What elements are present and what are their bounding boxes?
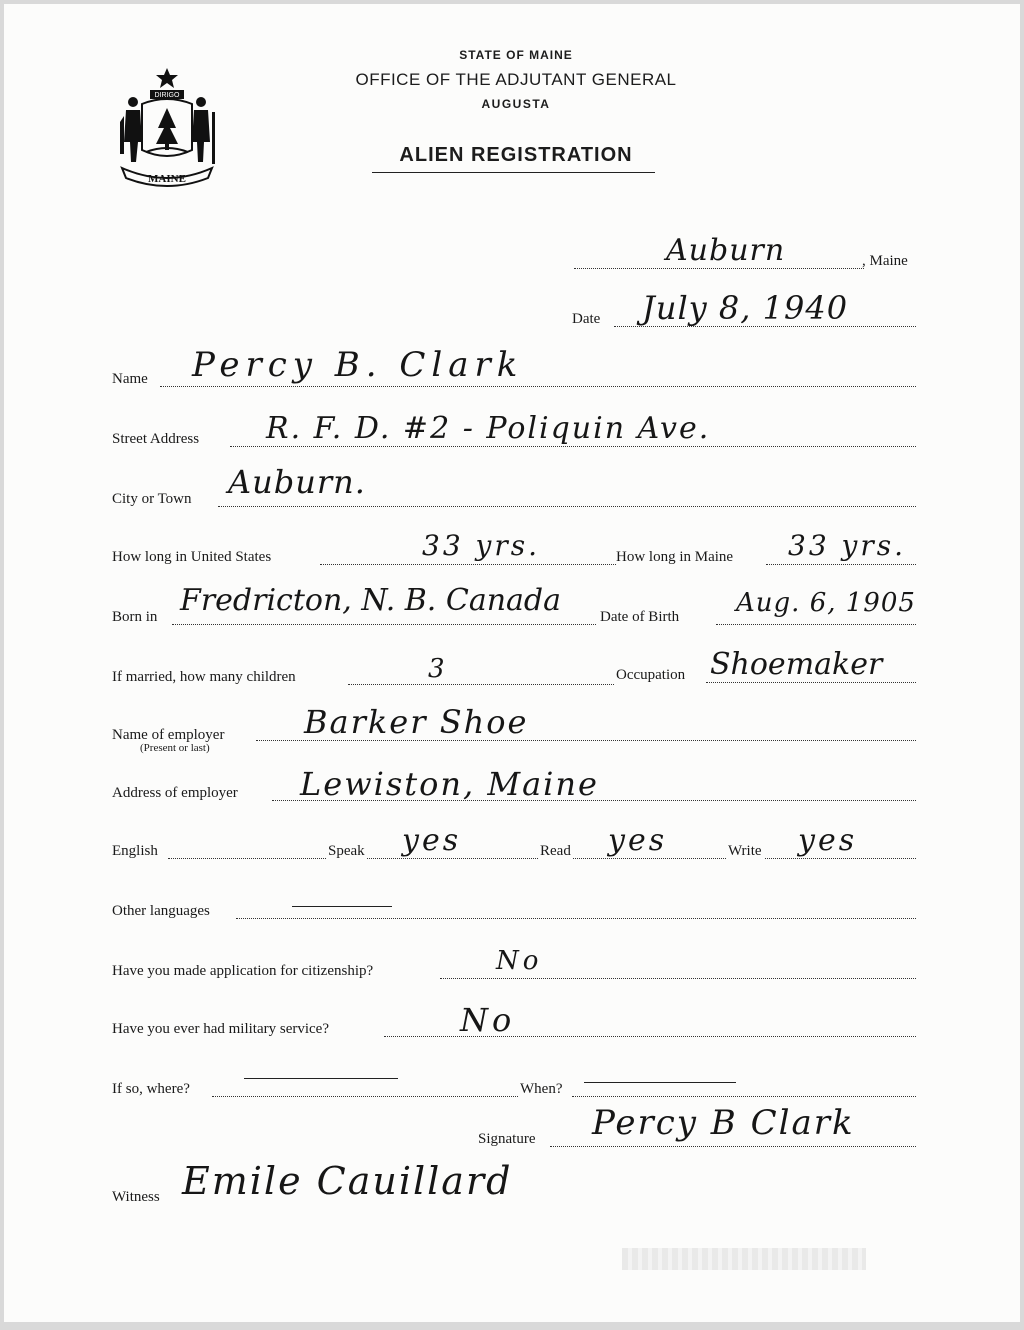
signature-label: Signature — [478, 1131, 536, 1147]
military-label: Have you ever had military service? — [112, 1021, 329, 1037]
location-value: Auburn — [666, 233, 786, 268]
title-underline — [372, 172, 655, 173]
other-languages-dash — [292, 906, 392, 907]
header-city: AUGUSTA — [481, 97, 551, 111]
citizenship-line — [440, 978, 916, 979]
born-value: Fredricton, N. B. Canada — [180, 583, 562, 618]
city-line — [218, 506, 916, 507]
signature-line — [550, 1146, 916, 1147]
maine-years-label: How long in Maine — [616, 549, 734, 565]
header-office: OFFICE OF THE ADJUTANT GENERAL — [355, 70, 677, 89]
children-value: 3 — [428, 654, 446, 684]
witness-label: Witness — [112, 1189, 160, 1205]
street-value: R. F. D. #2 - Poliquin Ave. — [266, 411, 711, 446]
dob-label: Date of Birth — [600, 609, 680, 625]
employer-label: Name of employer — [112, 727, 225, 743]
occupation-line — [706, 682, 916, 683]
employer-address-label: Address of employer — [112, 785, 238, 801]
received-stamp — [622, 1248, 866, 1270]
form-title: ALIEN REGISTRATION — [399, 144, 633, 166]
where-label: If so, where? — [112, 1081, 190, 1097]
speak-label: Speak — [328, 843, 365, 859]
street-label: Street Address — [112, 431, 200, 447]
read-label: Read — [540, 843, 571, 859]
location-suffix: , Maine — [862, 253, 908, 269]
occupation-value: Shoemaker — [710, 647, 883, 682]
date-value: July 8, 1940 — [642, 289, 849, 327]
where-dash — [244, 1078, 398, 1079]
write-value: yes — [798, 823, 858, 858]
citizenship-value: No — [496, 946, 543, 976]
city-value: Auburn. — [228, 463, 366, 501]
when-dash — [584, 1082, 736, 1083]
other-languages-label: Other languages — [112, 903, 210, 919]
where-line — [212, 1096, 518, 1097]
us-years-label: How long in United States — [112, 549, 272, 565]
dob-line — [716, 624, 916, 625]
signature-value: Percy B Clark — [592, 1103, 855, 1143]
us-years-value: 33 yrs. — [422, 529, 541, 562]
employer-value: Barker Shoe — [304, 703, 529, 741]
name-value: Percy B. Clark — [192, 345, 524, 385]
maine-years-value: 33 yrs. — [788, 529, 907, 562]
english-label: English — [112, 843, 158, 859]
svg-text:DIRIGO: DIRIGO — [154, 92, 180, 99]
dob-value: Aug. 6, 1905 — [736, 588, 916, 618]
name-line — [160, 386, 916, 387]
write-label: Write — [728, 843, 762, 859]
other-languages-line — [236, 918, 916, 919]
occupation-label: Occupation — [616, 667, 686, 683]
citizenship-label: Have you made application for citizenship? — [112, 963, 374, 979]
military-value: No — [460, 1001, 516, 1039]
read-value: yes — [608, 823, 668, 858]
registration-form — [4, 4, 1020, 1322]
svg-text:MAINE: MAINE — [148, 173, 186, 185]
location-line — [574, 268, 864, 269]
born-label: Born in — [112, 609, 158, 625]
maine-years-line — [766, 564, 916, 565]
employer-address-value: Lewiston, Maine — [300, 765, 599, 803]
born-line — [172, 624, 596, 625]
speak-value: yes — [402, 823, 462, 858]
name-label: Name — [112, 371, 148, 387]
city-label: City or Town — [112, 491, 192, 507]
date-label: Date — [572, 311, 601, 327]
employer-sublabel: (Present or last) — [140, 742, 210, 754]
children-label: If married, how many children — [112, 669, 296, 685]
header-state: STATE OF MAINE — [459, 48, 573, 62]
children-line — [348, 684, 614, 685]
when-label: When? — [520, 1081, 563, 1097]
street-line — [230, 446, 916, 447]
when-line — [572, 1096, 916, 1097]
us-years-line — [320, 564, 616, 565]
witness-value: Emile Cauillard — [182, 1159, 513, 1203]
